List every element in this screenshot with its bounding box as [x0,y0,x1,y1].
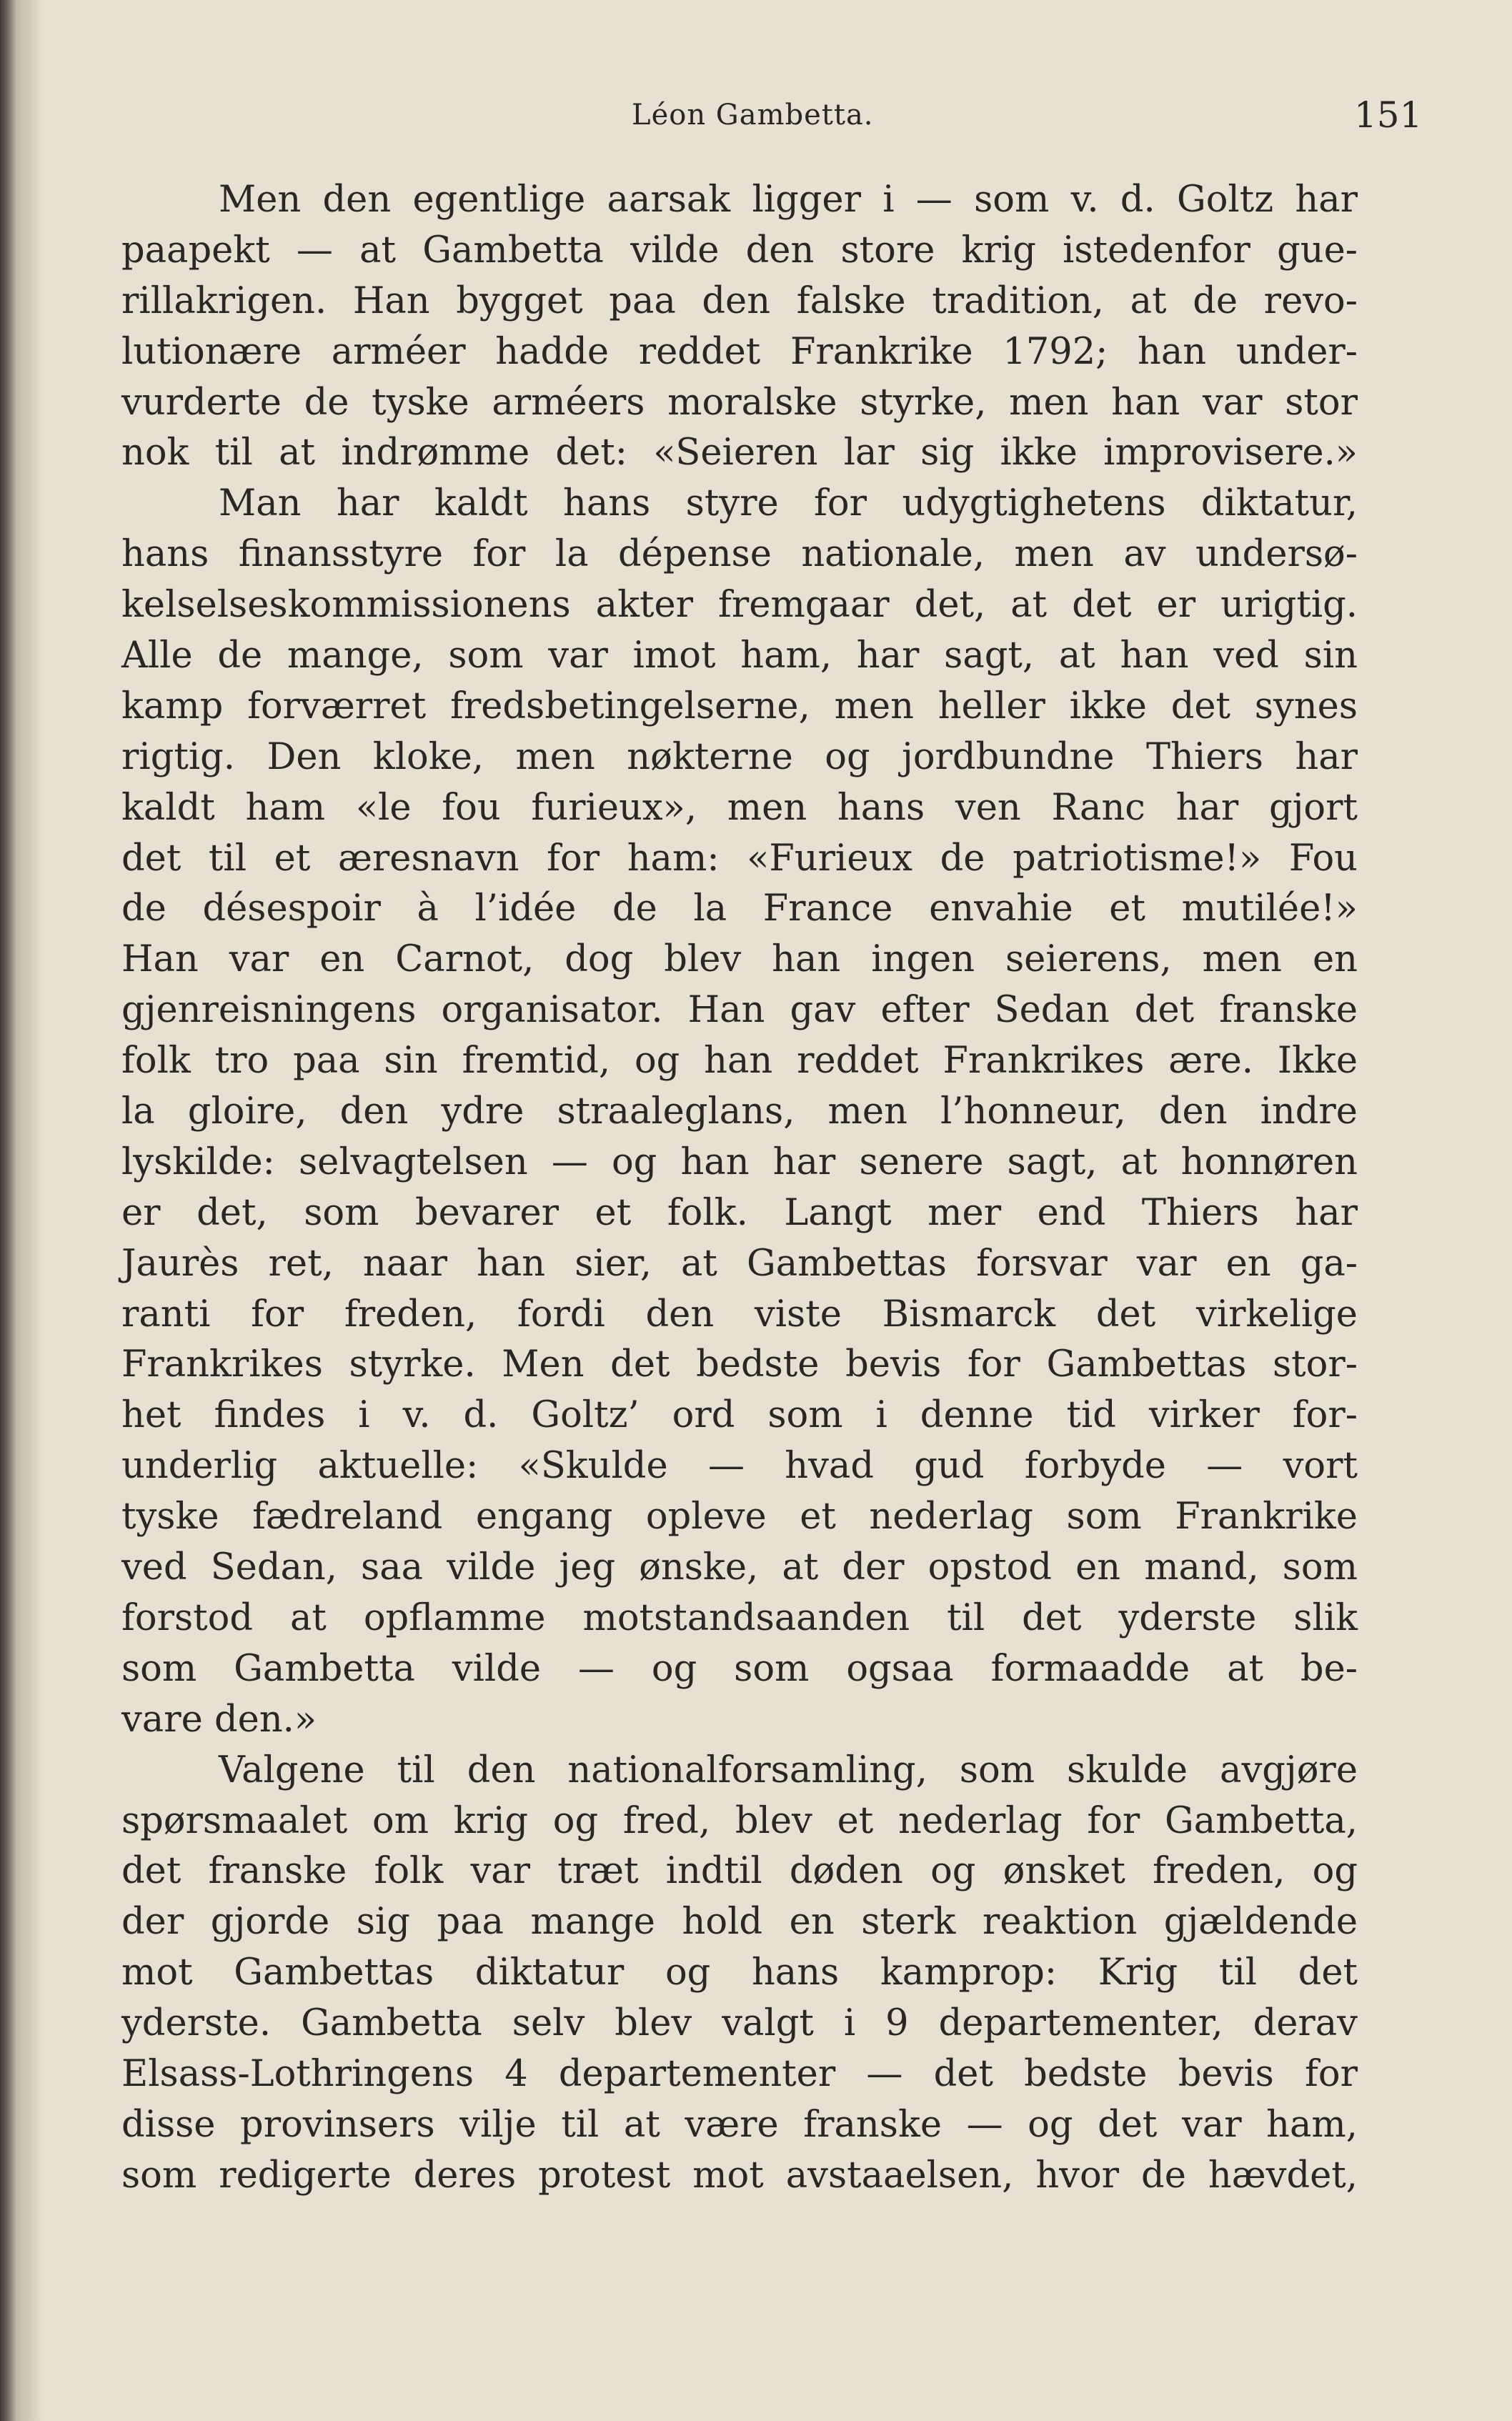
text-line: forstod at opflamme motstandsaanden til det yderste slik [121,1596,1358,1639]
text-line: la gloire, den ydre straaleglans, men l’honneur, den indre [121,1090,1358,1133]
text-line: kelselseskommissionens akter fremgaar det, at det er urigtig. [121,584,1358,627]
running-header [0,91,1512,149]
text-line: nok til at indrømme det: «Seieren lar sig ikke improvisere.» [121,432,1358,474]
text-line: der gjorde sig paa mange hold en sterk reaktion gjældende [121,1901,1358,1944]
text-line: kamp forværret fredsbetingelserne, men heller ikke det synes [121,685,1358,727]
body-text [121,175,1358,2202]
text-line: yderste. Gambetta selv blev valgt i 9 departementer, derav [121,2002,1358,2045]
text-line: ranti for freden, fordi den viste Bismarck det virkelige [121,1293,1358,1336]
text-line: rillakrigen. Han bygget paa den falske tradition, at de revo- [121,279,1358,322]
page-number: 151 [1354,94,1423,136]
running-title: Léon Gambetta. [632,99,874,131]
text-line: mot Gambettas diktatur og hans kamprop: Krig til det [121,1952,1358,1994]
text-line: som Gambetta vilde — og som ogsaa formaadde at be- [121,1647,1358,1690]
text-line: disse provinsers vilje til at være franske — og det var ham, [121,2103,1358,2146]
text-line: underlig aktuelle: «Skulde — hvad gud forbyde — vort [121,1445,1358,1488]
text-line: Valgene til den nationalforsamling, som skulde avgjøre [219,1749,1358,1791]
text-line: hans finansstyre for la dépense nationale, men av undersø- [121,533,1358,576]
text-line: det til et æresnavn for ham: «Furieux de patriotisme!» Fou [121,837,1358,880]
text-line: kaldt ham «le fou furieux», men hans ven Ranc har gjort [121,786,1358,829]
text-line: folk tro paa sin fremtid, og han reddet Frankrikes ære. Ikke [121,1040,1358,1083]
text-line: rigtig. Den kloke, men nøkterne og jordbundne Thiers har [121,735,1358,778]
text-line: lutionære arméer hadde reddet Frankrike 1792; han under- [121,330,1358,373]
text-line: Frankrikes styrke. Men det bedste bevis for Gambettas stor- [121,1343,1358,1386]
text-line: de désespoir à l’idée de la France envahie et mutilée!» [121,888,1358,930]
text-line: vare den.» [121,1698,317,1741]
text-line: Men den egentlige aarsak ligger i — som v. d. Goltz har [219,179,1358,221]
gutter-shadow [16,0,44,2421]
text-line: Man har kaldt hans styre for udygtighetens diktatur, [219,482,1358,525]
text-line: paapekt — at Gambetta vilde den store krig istedenfor gue- [121,229,1358,272]
text-line: som redigerte deres protest mot avstaaelsen, hvor de hævdet, [121,2154,1358,2197]
text-line: Han var en Carnot, dog blev han ingen seierens, men en [121,938,1358,981]
text-line: Jaurès ret, naar han sier, at Gambettas forsvar var en ga- [121,1242,1358,1285]
text-line: det franske folk var træt indtil døden og ønsket freden, og [121,1850,1358,1893]
text-line: vurderte de tyske arméers moralske styrke, men han var stor [121,381,1358,424]
text-line: het findes i v. d. Goltz’ ord som i denne tid virker for- [121,1394,1358,1437]
text-line: er det, som bevarer et folk. Langt mer end Thiers har [121,1191,1358,1234]
text-line: Alle de mange, som var imot ham, har sagt, at han ved sin [121,635,1358,677]
text-line: Elsass-Lothringens 4 departementer — det bedste bevis for [121,2052,1358,2095]
text-line: ved Sedan, saa vilde jeg ønske, at der opstod en mand, som [121,1546,1358,1589]
text-line: tyske fædreland engang opleve et nederlag som Frankrike [121,1496,1358,1538]
text-line: lyskilde: selvagtelsen — og han har senere sagt, at honnøren [121,1140,1358,1183]
text-line: spørsmaalet om krig og fred, blev et nederlag for Gambetta, [121,1799,1358,1842]
text-line: gjenreisningens organisator. Han gav efter Sedan det franske [121,989,1358,1032]
book-binding-edge [0,0,16,2421]
